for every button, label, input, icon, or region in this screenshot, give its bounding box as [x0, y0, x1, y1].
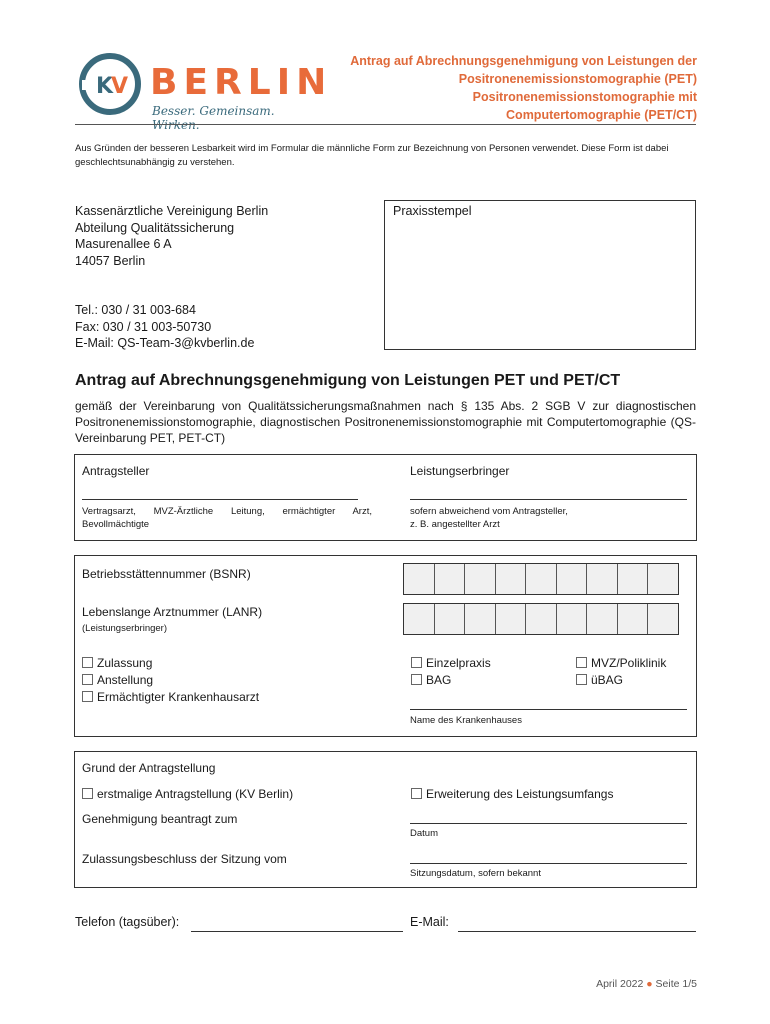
checkbox-icon[interactable] [82, 657, 93, 668]
header-title-line: Computertomographie (PET/CT) [506, 108, 697, 122]
applicant-hint: Vertragsarzt, MVZ-Ärztliche Leitung, ermächtigter Arzt, Bevollmächtigte [82, 506, 372, 530]
checkbox-icon[interactable] [576, 674, 587, 685]
checkbox-ubag[interactable] [576, 672, 666, 689]
bsnr-digit[interactable] [557, 564, 588, 594]
provider-hint-2: z. B. angestellter Arzt [410, 519, 500, 530]
footer-dot: ● [646, 978, 653, 990]
checkbox-icon[interactable] [82, 691, 93, 702]
provider-field[interactable] [410, 499, 687, 500]
address-org: Kassenärztliche Vereinigung Berlin [75, 204, 269, 218]
checkbox-anstellung[interactable] [82, 672, 259, 689]
header-title-line: Positronenemissionstomographie mit [472, 90, 697, 104]
requested-date-label: Genehmigung beantragt zum [82, 812, 238, 826]
checkbox-label: erstmalige Antragstellung (KV Berlin) [97, 787, 294, 801]
bsnr-digit[interactable] [526, 564, 557, 594]
practice-section [74, 555, 697, 737]
applicant-section [74, 454, 697, 541]
applicant-field[interactable] [82, 499, 358, 500]
lanr-digit[interactable] [618, 604, 649, 634]
lanr-digit[interactable] [496, 604, 527, 634]
main-title: Antrag auf Abrechnungsgenehmigung von Leistungen PET und PET/CT [75, 372, 621, 389]
address-dept: Abteilung Qualitätssicherung [75, 220, 235, 235]
practice-stamp-box[interactable] [384, 200, 696, 350]
checkbox-icon[interactable] [411, 674, 422, 685]
kv-berlin-logo [78, 52, 333, 132]
bsnr-digit[interactable] [496, 564, 527, 594]
bsnr-digit[interactable] [648, 564, 678, 594]
gender-notice: Aus Gründen der besseren Lesbarkeit wird im Formular die männliche Form zur Bezeichnung von Personen verwendet. Diese Form ist dabei geschlechtsunabhängig zu verstehen. [75, 143, 669, 168]
header-title-line: Antrag auf Abrechnungsgenehmigung von Leistungen der [350, 54, 697, 68]
lanr-digit[interactable] [435, 604, 466, 634]
phone-label: Telefon (tagsüber): [75, 915, 180, 929]
checkbox-icon[interactable] [82, 674, 93, 685]
lanr-digit[interactable] [557, 604, 588, 634]
checkbox-label: Einzelpraxis [426, 656, 491, 670]
checkbox-extension[interactable] [411, 787, 613, 801]
checkbox-einzelpraxis[interactable] [411, 655, 491, 672]
intro-paragraph: gemäß der Vereinbarung von Qualitätssicherungsmaßnahmen nach § 135 Abs. 2 SGB V zur diagnostischen Positronenemissionstomographie, diagnostischen Positronenemissionstomographie mit Computertomographie (QS-Vereinbarung PET, PET-CT) [75, 399, 696, 445]
provider-label: Leistungserbringer [410, 464, 510, 478]
kv-address [75, 203, 268, 352]
lanr-label: Lebenslange Arztnummer (LANR) [82, 605, 263, 619]
checkbox-first-application[interactable] [82, 787, 293, 801]
email-field[interactable] [458, 931, 696, 932]
footer-date: April 2022 [596, 978, 644, 990]
provider-hint-1: sofern abweichend vom Antragsteller, [410, 506, 568, 517]
header-divider [75, 124, 696, 125]
address-city: 14057 Berlin [75, 253, 146, 268]
checkbox-icon[interactable] [82, 788, 93, 799]
lanr-digit[interactable] [587, 604, 618, 634]
checkbox-icon[interactable] [411, 788, 422, 799]
address-street: Masurenallee 6 A [75, 237, 172, 251]
bsnr-digit[interactable] [404, 564, 435, 594]
checkbox-icon[interactable] [576, 657, 587, 668]
reason-label: Grund der Antragstellung [82, 761, 216, 775]
bsnr-input[interactable] [403, 563, 679, 595]
checkbox-label: Erweiterung des Leistungsumfangs [426, 787, 614, 801]
address-fax: Fax: 030 / 31 003-50730 [75, 319, 212, 334]
checkbox-zulassung[interactable] [82, 655, 259, 672]
practice-stamp-label: Praxisstempel [393, 204, 472, 218]
bsnr-digit[interactable] [465, 564, 496, 594]
checkbox-label: MVZ/Poliklinik [591, 656, 667, 670]
lanr-digit[interactable] [648, 604, 678, 634]
footer-page: Seite 1/5 [655, 978, 697, 990]
kv-logo-icon [78, 52, 142, 116]
requested-date-field[interactable] [410, 823, 687, 824]
address-phone: Tel.: 030 / 31 003-684 [75, 303, 196, 317]
checkbox-label: Anstellung [97, 673, 154, 687]
svg-text:K: K [96, 74, 114, 99]
logo-tagline: Besser. Gemeinsam. Wirken. [152, 104, 275, 132]
hospital-name-field[interactable] [410, 709, 687, 710]
bsnr-label: Betriebsstättennummer (BSNR) [82, 567, 251, 581]
requested-date-hint: Datum [410, 828, 438, 839]
practice-type-checks [411, 655, 491, 689]
bsnr-digit[interactable] [618, 564, 649, 594]
main-title-wrap [75, 372, 620, 390]
phone-field[interactable] [191, 931, 403, 932]
svg-text:V: V [111, 74, 129, 99]
email-label: E-Mail: [410, 915, 449, 929]
practice-type-checks-right [576, 655, 666, 689]
applicant-label: Antragsteller [82, 464, 150, 478]
bsnr-digit[interactable] [435, 564, 466, 594]
header-title [297, 52, 697, 124]
header-title-line: Positronenemissionstomographie (PET) [458, 72, 697, 86]
checkbox-krankenhausarzt[interactable] [82, 689, 259, 706]
checkbox-label: üBAG [591, 673, 624, 687]
lanr-input[interactable] [403, 603, 679, 635]
page-footer [596, 978, 697, 990]
session-date-field[interactable] [410, 863, 687, 864]
lanr-hint: (Leistungserbringer) [82, 623, 168, 634]
checkbox-label: BAG [426, 673, 452, 687]
hospital-name-hint: Name des Krankenhauses [410, 715, 522, 726]
status-checks [82, 655, 259, 706]
logo-wordmark: BERLIN [150, 62, 333, 103]
checkbox-bag[interactable] [411, 672, 491, 689]
address-email[interactable]: E-Mail: QS-Team-3@kvberlin.de [75, 336, 255, 350]
lanr-digit[interactable] [404, 604, 435, 634]
lanr-digit[interactable] [465, 604, 496, 634]
decision-label: Zulassungsbeschluss der Sitzung vom [82, 852, 287, 866]
reason-section [74, 751, 697, 888]
checkbox-icon[interactable] [411, 657, 422, 668]
checkbox-mvz[interactable] [576, 655, 666, 672]
lanr-digit[interactable] [526, 604, 557, 634]
checkbox-label: Ermächtigter Krankenhausarzt [97, 690, 260, 704]
checkbox-label: Zulassung [97, 656, 153, 670]
bsnr-digit[interactable] [587, 564, 618, 594]
session-date-hint: Sitzungsdatum, sofern bekannt [410, 868, 541, 879]
